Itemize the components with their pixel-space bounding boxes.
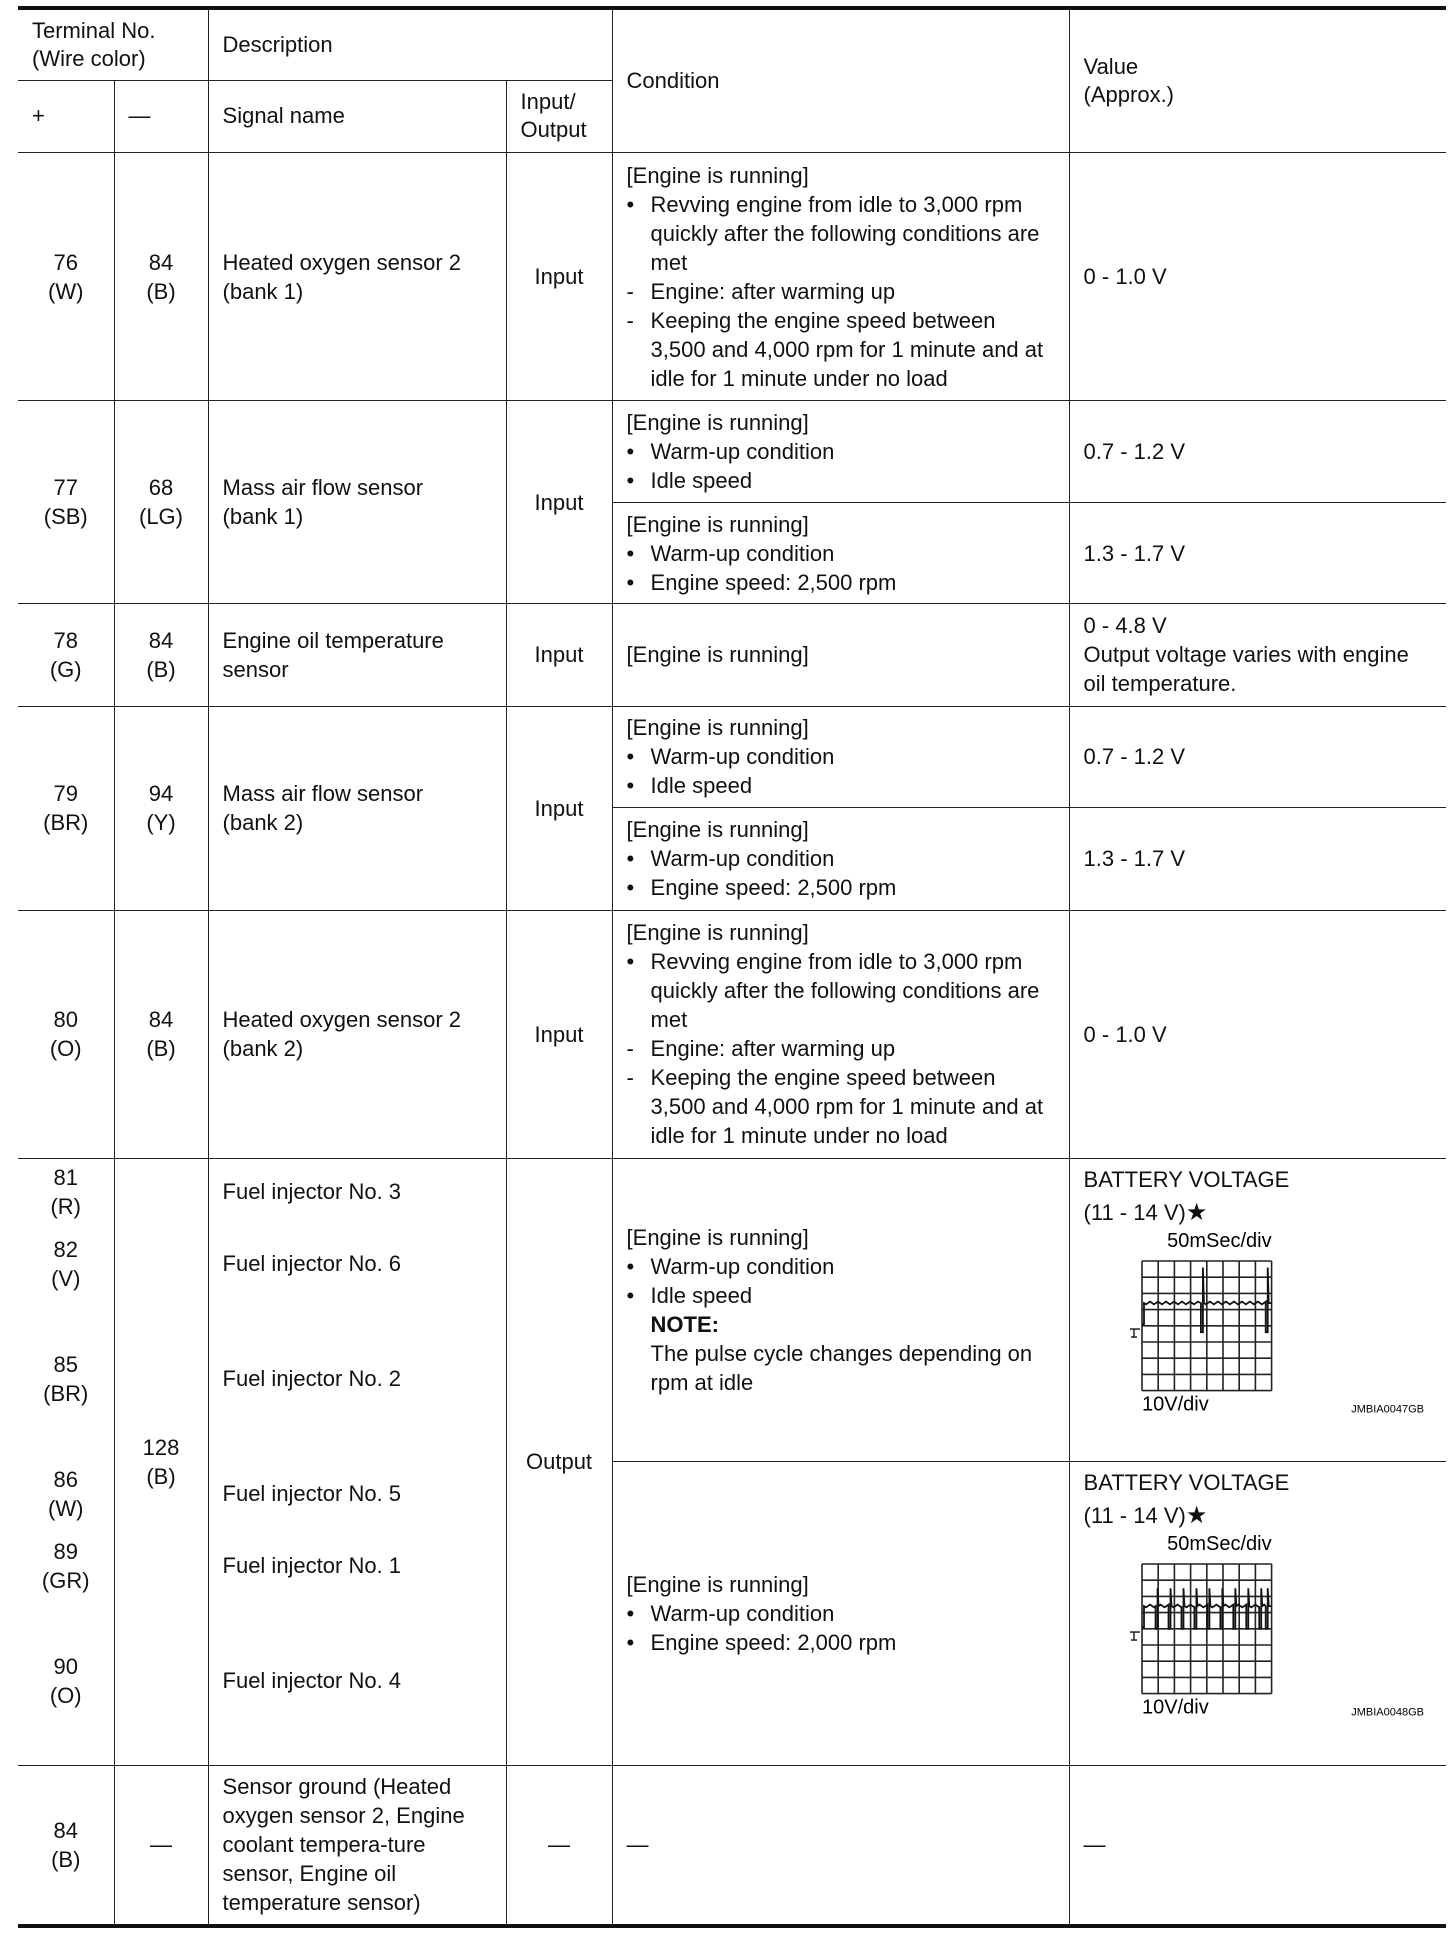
voltage-division-label: 10V/div [1141,1696,1209,1719]
input-output-header: Input/ Output [506,80,612,152]
condition: [Engine is running] [612,604,1069,706]
value: 0.7 - 1.2 V [1069,706,1446,807]
oscilloscope-figure-2000rpm [1084,1530,1433,1745]
table-row [18,706,1446,807]
value: 0.7 - 1.2 V [1069,401,1446,502]
minus-terminal: — [114,1765,208,1926]
time-division-label: 50mSec/div [1166,1533,1272,1556]
io-type: Input [506,706,612,910]
figure-id-label: JMBIA0047GB [1350,1403,1424,1416]
signal-name: Fuel injector No. 6 [222,1250,402,1276]
value-header: Value (Approx.) [1069,8,1446,153]
table-row [18,1158,1446,1461]
condition: [Engine is running] • Revving engine from idle to 3,000 rpm quickly after the following conditions are met - Engine: after warming up - Keeping the engine speed between 3,500 and 4,000 rpm for 1 minute and at idle for 1 minute under no load [612,153,1069,401]
table-row [18,153,1446,401]
table-row [18,401,1446,502]
star-icon: ★ [1185,1198,1208,1226]
condition-header: Condition [612,8,1069,153]
table-row [18,910,1446,1158]
plus-terminal-list: 81 (R) 82 (V) 85 (BR) 86 (W) 89 (GR) 90 (O) [18,1158,114,1765]
plus-terminal: 76 (W) [18,153,114,401]
value-waveform: BATTERY VOLTAGE (11 - 14 V)★ 50mSec/div 10V/div JMBIA0047GB [1069,1158,1446,1461]
star-icon: ★ [1185,1502,1208,1530]
io-type: Output [506,1158,612,1765]
condition: [Engine is running] • Warm-up condition • Idle speed [612,401,1069,502]
minus-terminal: 68 (LG) [114,401,208,604]
signal-name: Engine oil temperature sensor [208,604,506,706]
signal-name: Fuel injector No. 3 [222,1178,402,1204]
signal-name-header: Signal name [208,80,506,152]
condition: [Engine is running] • Revving engine from idle to 3,000 rpm quickly after the following conditions are met - Engine: after warming up - Keeping the engine speed between 3,500 and 4,000 rpm for 1 minute and at idle for 1 minute under no load [612,910,1069,1158]
io-type: — [506,1765,612,1926]
signal-name: Fuel injector No. 1 [222,1552,402,1578]
condition: [Engine is running] • Warm-up condition • Idle speed NOTE: The pulse cycle changes depending on rpm at idle [612,1158,1069,1461]
minus-terminal: 84 (B) [114,910,208,1158]
table-row [18,1765,1446,1926]
condition: — [612,1765,1069,1926]
value: 0 - 1.0 V [1069,910,1446,1158]
io-type: Input [506,910,612,1158]
condition: [Engine is running] • Warm-up condition • Engine speed: 2,000 rpm [612,1462,1069,1765]
signal-name: Mass air flow sensor (bank 1) [208,401,506,604]
table-row [18,604,1446,706]
signal-name-list [208,1158,506,1765]
time-division-label: 50mSec/div [1166,1229,1272,1252]
oscilloscope-figure-idle [1084,1227,1433,1442]
figure-id-label: JMBIA0048GB [1350,1706,1424,1719]
scope-grid [1142,1261,1272,1391]
plus-terminal: 79 (BR) [18,706,114,910]
value: 0 - 4.8 V Output voltage varies with engine oil temperature. [1069,604,1446,706]
plus-terminal: 80 (O) [18,910,114,1158]
value: — [1069,1765,1446,1926]
minus-header: — [114,80,208,152]
condition: [Engine is running] • Warm-up condition • Idle speed [612,706,1069,807]
minus-terminal: 128 (B) [114,1158,208,1765]
condition: [Engine is running] • Warm-up condition • Engine speed: 2,500 rpm [612,502,1069,603]
signal-name: Mass air flow sensor (bank 2) [208,706,506,910]
io-type: Input [506,153,612,401]
minus-terminal: 94 (Y) [114,706,208,910]
oscilloscope-plot [1084,1530,1434,1745]
io-type: Input [506,604,612,706]
signal-name: Sensor ground (Heated oxygen sensor 2, Engine coolant tempera-ture sensor, Engine oil temperature sensor) [208,1765,506,1926]
plus-terminal: 84 (B) [18,1765,114,1926]
minus-terminal: 84 (B) [114,153,208,401]
signal-name: Fuel injector No. 2 [222,1365,402,1391]
voltage-division-label: 10V/div [1141,1393,1209,1416]
value: 1.3 - 1.7 V [1069,502,1446,603]
oscilloscope-plot [1084,1227,1434,1442]
value: 1.3 - 1.7 V [1069,808,1446,910]
minus-terminal: 84 (B) [114,604,208,706]
signal-name: Heated oxygen sensor 2 (bank 2) [208,910,506,1158]
plus-header: + [18,80,114,152]
signal-name: Fuel injector No. 5 [222,1480,402,1506]
plus-terminal: 77 (SB) [18,401,114,604]
signal-name: Heated oxygen sensor 2 (bank 1) [208,153,506,401]
signal-name: Fuel injector No. 4 [222,1667,402,1693]
plus-terminal: 78 (G) [18,604,114,706]
terminal-no-header: Terminal No. (Wire color) [18,8,208,80]
ground-marker [1130,1632,1140,1640]
condition: [Engine is running] • Warm-up condition • Engine speed: 2,500 rpm [612,808,1069,910]
io-type: Input [506,401,612,604]
description-header: Description [208,8,612,80]
value-waveform: BATTERY VOLTAGE (11 - 14 V)★ 50mSec/div 10V/div JMBIA0048GB [1069,1462,1446,1765]
terminal-spec-table [18,6,1446,1928]
ground-marker [1130,1329,1140,1337]
value: 0 - 1.0 V [1069,153,1446,401]
